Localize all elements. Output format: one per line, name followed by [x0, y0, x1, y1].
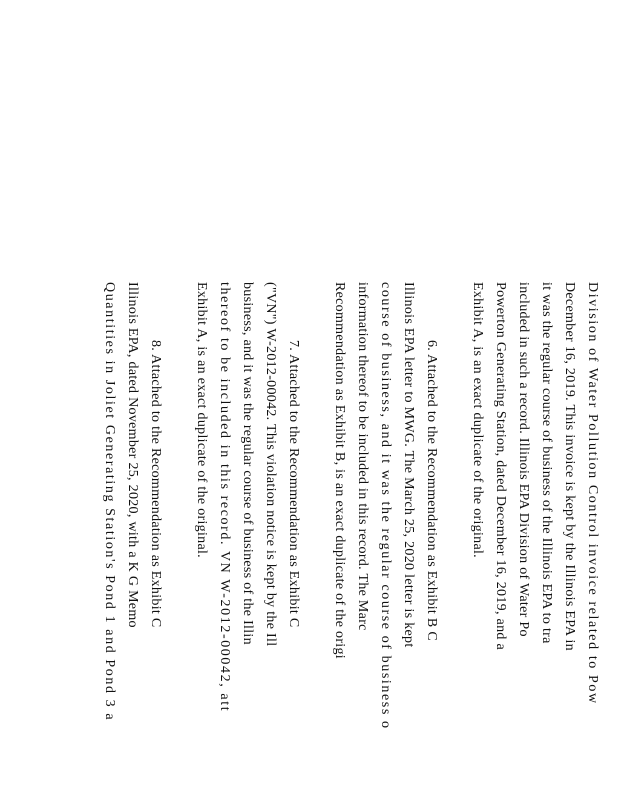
text-line: ("VN") W-2012-00042. This violation notice is kept by the Ill: [263, 282, 278, 647]
text-line: information thereof to be included in this record. The Marc: [355, 282, 370, 631]
text-line: it was the regular course of business of the Illinois EPA to tra: [539, 282, 554, 644]
text-line: Exhibit A, is an exact duplicate of the original.: [470, 282, 485, 558]
paragraph-7: 7. Attached to the Recommendation as Exhibit C: [286, 340, 301, 628]
text-line: Recommendation as Exhibit B, is an exact duplicate of the origi: [332, 282, 347, 659]
text-line: Quantities in Joliet Generating Station's Pond 1 and Pond 3 a: [102, 282, 117, 722]
text-line: Division of Water Pollution Control invoice related to Pow: [585, 282, 600, 705]
paragraph-6: 6. Attached to the Recommendation as Exhibit B C: [424, 340, 439, 641]
text-line: included in such a record. Illinois EPA Division of Water Po: [516, 282, 531, 637]
text-line: business, and it was the regular course of business of the Illin: [240, 282, 255, 645]
text-line: Exhibit A, is an exact duplicate of the original.: [194, 282, 209, 558]
text-line: course of business, and it was the regular course of business o: [378, 282, 393, 730]
text-line: December 16, 2019. This invoice is kept by the Illinois EPA in: [562, 282, 577, 651]
text-line: Illinois EPA letter to MWG. The March 25, 2020 letter is kept: [401, 282, 416, 648]
text-line: thereof to be included in this record. VN W-2012-00042, att: [217, 282, 232, 713]
text-line: Powerton Generating Station, dated December 16, 2019, and a: [493, 282, 508, 650]
text-line: Illinois EPA, dated November 25, 2020, with a K G Memo: [125, 282, 140, 628]
paragraph-8: 8. Attached to the Recommendation as Exhibit C: [148, 340, 163, 628]
